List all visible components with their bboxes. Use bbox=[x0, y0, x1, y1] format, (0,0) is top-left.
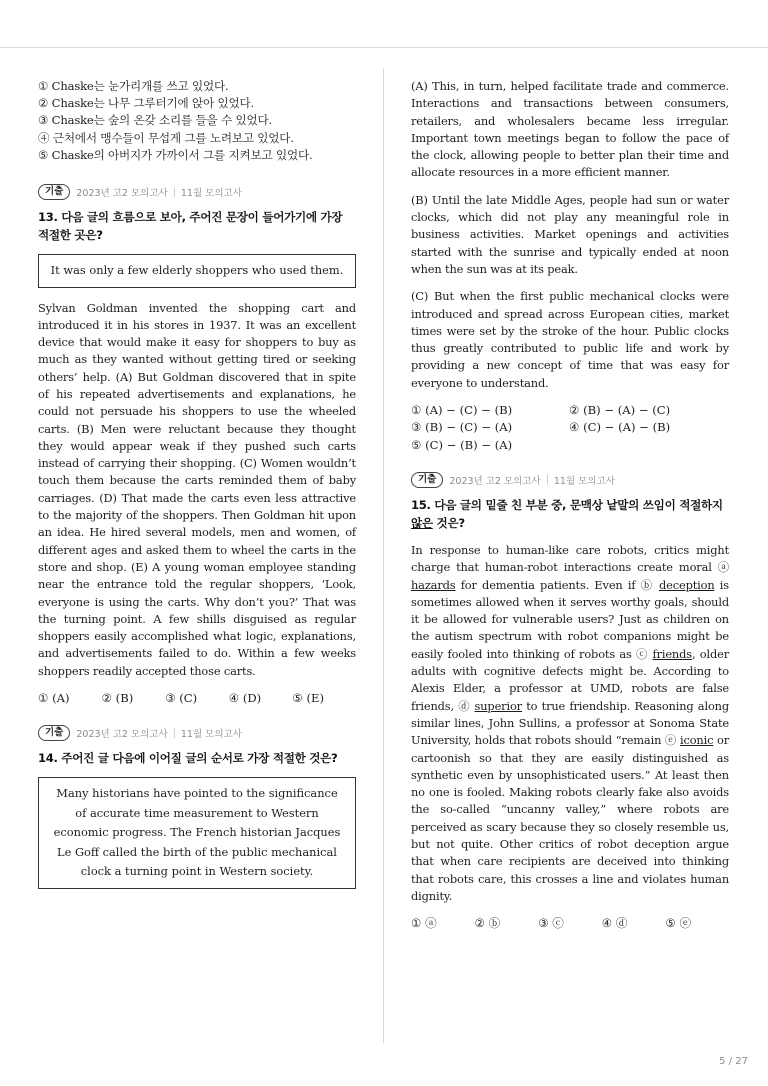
underlined-word-a: hazards bbox=[411, 577, 456, 592]
q15-passage bbox=[411, 542, 729, 905]
q14-paragraph-b: (B) Until the late Middle Ages, people had sun or water clocks, which did not play any meaningful role in business activities. Market openings and activities started with the sunrise and typically ended at noon when the sun was at its peak. bbox=[411, 192, 729, 276]
q13-choices bbox=[38, 690, 356, 707]
q14-paragraph-c: (C) But when the first public mechanical clocks were introduced and spread across European cities, market times were set by the stroke of the hour. Public clocks thus greatly contributed to public life and work by providing a new concept of time that was easy for everyone to understand. bbox=[411, 289, 729, 390]
q15-title-underlined: 않은 bbox=[411, 515, 433, 530]
exam-tag-badge: 기출 bbox=[38, 725, 70, 741]
answer-choice[interactable]: ② (B) − (A) − (C) bbox=[569, 403, 671, 418]
exam-month: 11월 모의고사 bbox=[180, 729, 242, 741]
right-column bbox=[411, 78, 729, 940]
q13-title: 13. 다음 글의 흐름으로 보아, 주어진 문장이 들어가기에 가장 적절한 곳은? bbox=[38, 210, 343, 243]
exam-year: 2023년 고2 모의고사 bbox=[76, 729, 168, 741]
option-line: ⑤ Chaske의 아버지가 가까이서 그를 지켜보고 있었다. bbox=[38, 147, 313, 162]
q15-title-text: 15. 다음 글의 밑줄 친 부분 중, 문맥상 낱말의 쓰임이 적절하지 bbox=[411, 497, 723, 512]
answer-choice[interactable]: ① ⓐ bbox=[411, 916, 437, 931]
q15-choices bbox=[411, 915, 729, 932]
passage-text: , older adults with cognitive defects might be. According to Alexis Elder, a professor at UMD, robots are false friends, ⓓ bbox=[411, 646, 729, 713]
exam-year: 2023년 고2 모의고사 bbox=[449, 475, 541, 487]
answer-choice[interactable]: ② (B) bbox=[101, 691, 134, 706]
answer-choice[interactable]: ③ (B) − (C) − (A) bbox=[411, 420, 513, 435]
page-number: 5 / 27 bbox=[719, 1056, 748, 1067]
option-line: ④ 근처에서 맹수들이 무섭게 그를 노려보고 있었다. bbox=[38, 130, 294, 145]
answer-choice[interactable]: ④ (C) − (A) − (B) bbox=[569, 420, 671, 435]
tag-separator: | bbox=[172, 727, 176, 739]
tag-separator: | bbox=[545, 474, 549, 486]
underlined-word-e: iconic bbox=[680, 733, 714, 748]
option-line: ③ Chaske는 숲의 온갖 소리를 들을 수 있었다. bbox=[38, 113, 272, 128]
q13-given-sentence: It was only a few elderly shoppers who used them. bbox=[38, 254, 356, 288]
answer-choice[interactable]: ② ⓑ bbox=[474, 916, 501, 931]
exam-month: 11월 모의고사 bbox=[180, 188, 242, 200]
answer-choice[interactable]: ③ ⓒ bbox=[538, 916, 564, 931]
answer-choice[interactable]: ③ (C) bbox=[165, 691, 198, 706]
header-rule bbox=[0, 47, 768, 48]
q13-passage: Sylvan Goldman invented the shopping cart and introduced it in his stores in 1937. It was an excellent device that would make it easy for shoppers to buy as much as they wanted without getting tired or seeking others’ help. (A) But Goldman discovered that in spite of his repeated advertisements and explanations, he could not persuade his shoppers to use the wheeled carts. (B) Men were reluctant because they thought they would appear weak if they pushed such carts instead of carrying their shopping. (C) Women wouldn’t touch them because the carts reminded them of baby carriages. (D) That made the carts even less attractive to the majority of the shoppers. Then Goldman hit upon an idea. He hired several models, men and women, of different ages and asked them to wheel the carts in the store and shop. (E) A young woman employee standing near the entrance told the regular shoppers, ‘Look, everyone is using the carts. Why don’t you?’ That was the turning point. A few shills disguised as regular shoppers easily accomplished what logic, explanations, and advertisements failed to do. Within a few weeks shoppers readily accepted those carts. bbox=[38, 300, 356, 678]
tag-separator: | bbox=[172, 186, 176, 198]
answer-choice[interactable]: ⑤ (E) bbox=[292, 691, 324, 706]
underlined-word-c: friends bbox=[652, 646, 692, 661]
q14-tag-row bbox=[38, 723, 356, 743]
q14-given-text: Many historians have pointed to the significance of accurate time measurement to Western economic progress. The French historian Jacques Le Goff called the birth of the public mechanical clock a turning point in Western society. bbox=[38, 777, 356, 889]
previous-options bbox=[38, 78, 356, 164]
passage-text: to true friendship. Reasoning along similar lines, John Sullins, a professor at Sonoma State University, holds that robots should “remain ⓔ bbox=[411, 698, 729, 748]
q15-tag-row bbox=[411, 470, 729, 490]
q14-title: 14. 주어진 글 다음에 이어질 글의 순서로 가장 적절한 것은? bbox=[38, 751, 338, 766]
underlined-word-b: deception bbox=[659, 577, 715, 592]
answer-choice[interactable]: ④ (D) bbox=[228, 691, 262, 706]
passage-text: for dementia patients. Even if ⓑ bbox=[455, 577, 660, 592]
q15-title bbox=[411, 496, 729, 532]
q14-choices bbox=[411, 402, 729, 454]
underlined-word-d: superior bbox=[474, 698, 522, 713]
passage-text: is sometimes allowed when it serves worthy goals, should it be allowed for vulnerable users? Just as children on the autism spectrum with robot companions might be easily fooled into thinking of robots as ⓒ bbox=[411, 577, 729, 661]
exam-year: 2023년 고2 모의고사 bbox=[76, 188, 168, 200]
answer-choice[interactable]: ⑤ (C) − (B) − (A) bbox=[411, 437, 513, 452]
answer-choice[interactable]: ① (A) − (C) − (B) bbox=[411, 403, 513, 418]
exam-tag-badge: 기출 bbox=[411, 472, 443, 488]
q14-paragraph-a: (A) This, in turn, helped facilitate trade and commerce. Interactions and transactions between consumers, retailers, and wholesalers became less irregular. Important town meetings began to follow the pace of the clock, allowing people to better plan their time and allocate resources in a more efficient manner. bbox=[411, 79, 729, 180]
q15-title-end: 것은? bbox=[432, 515, 465, 530]
passage-text: In response to human-like care robots, critics might charge that human-robot interactions create moral ⓐ bbox=[411, 542, 729, 575]
option-line: ① Chaske는 눈가리개를 쓰고 있었다. bbox=[38, 79, 229, 93]
column-divider bbox=[383, 68, 384, 1043]
passage-text: or cartoonish so that they are easily distinguished as synthetic even by unsophisticated users.” At least then no one is fooled. Making robots clearly fake also avoids the so-called “uncanny valley,” where robots are perceived as scary because they so closely resemble us, but not quite. Other critics of robot deception argue that when care recipients are deceived into thinking that robots care, this crosses a line and violates human dignity. bbox=[411, 733, 730, 903]
left-column bbox=[38, 78, 356, 901]
option-line: ② Chaske는 나무 그루터기에 앉아 있었다. bbox=[38, 96, 254, 111]
q13-tag-row bbox=[38, 182, 356, 202]
answer-choice[interactable]: ⑤ ⓔ bbox=[665, 916, 692, 931]
answer-choice[interactable]: ④ ⓓ bbox=[601, 916, 628, 931]
answer-choice[interactable]: ① (A) bbox=[38, 691, 70, 706]
exam-month: 11월 모의고사 bbox=[553, 475, 615, 487]
exam-tag-badge: 기출 bbox=[38, 184, 70, 200]
